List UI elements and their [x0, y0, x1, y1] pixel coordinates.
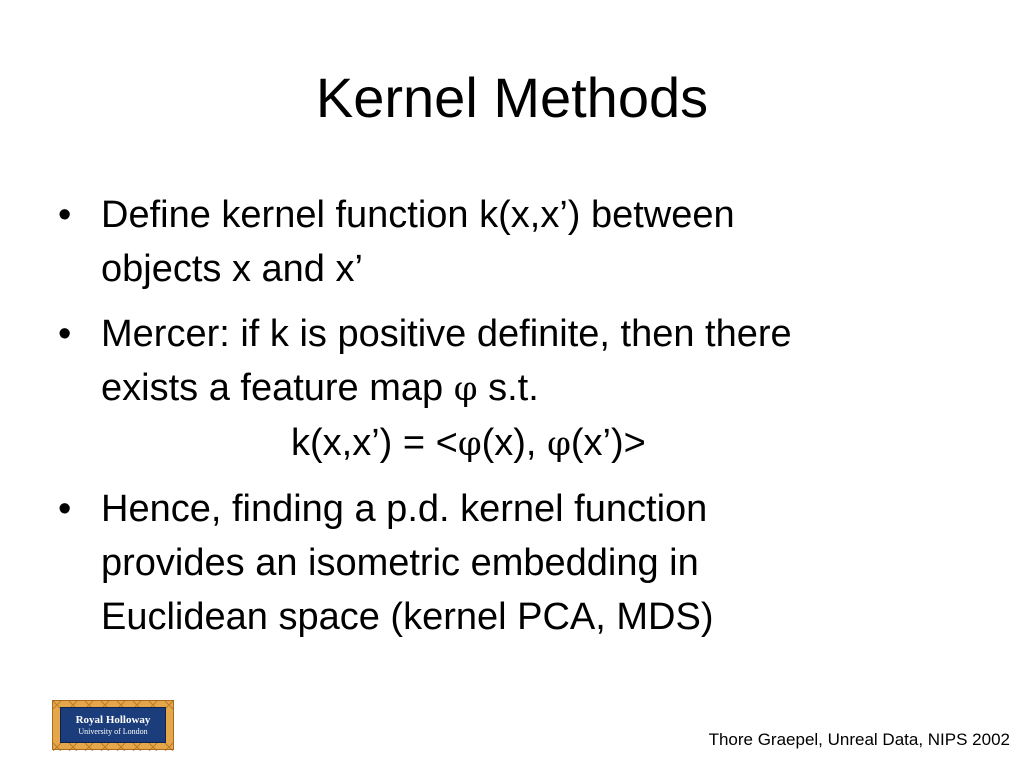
- bullet-text-line: provides an isometric embedding in: [101, 542, 699, 584]
- text-fragment: exists a feature map: [101, 367, 454, 409]
- mercer-formula: [101, 416, 978, 471]
- logo-field: [60, 707, 166, 743]
- bullet-item-kernel-definition: [58, 188, 978, 296]
- phi-symbol: φ: [453, 369, 478, 409]
- text-fragment: s.t.: [477, 367, 539, 409]
- bullet-text-line: Mercer: if k is positive definite, then there: [101, 313, 792, 355]
- phi-symbol: φ: [457, 424, 482, 464]
- bullet-text-line: Define kernel function k(x,x’) between: [101, 194, 735, 236]
- royal-holloway-logo: [52, 700, 174, 750]
- bullet-icon: •: [58, 313, 72, 355]
- bullet-text-line: Hence, finding a p.d. kernel function: [101, 488, 708, 530]
- slide-title: Kernel Methods: [315, 66, 709, 129]
- logo-text: Royal Holloway: [75, 713, 151, 726]
- logo-subtext: University of London: [78, 726, 148, 736]
- bullet-icon: •: [58, 194, 72, 236]
- bullet-text-line: Euclidean space (kernel PCA, MDS): [101, 596, 714, 638]
- bullet-icon: •: [58, 488, 72, 530]
- bullet-item-embedding: [58, 482, 978, 644]
- formula-part: k(x,x’) = <: [291, 422, 458, 464]
- footer-credit: Thore Graepel, Unreal Data, NIPS 2002: [708, 730, 1010, 749]
- bullet-text-line: objects x and x’: [101, 248, 363, 290]
- formula-part: (x’)>: [570, 422, 646, 464]
- bullet-text-line: [101, 361, 978, 416]
- bullet-list: [58, 188, 978, 655]
- formula-part: (x),: [481, 422, 548, 464]
- phi-symbol: φ: [547, 424, 571, 464]
- bullet-item-mercer: [58, 307, 978, 471]
